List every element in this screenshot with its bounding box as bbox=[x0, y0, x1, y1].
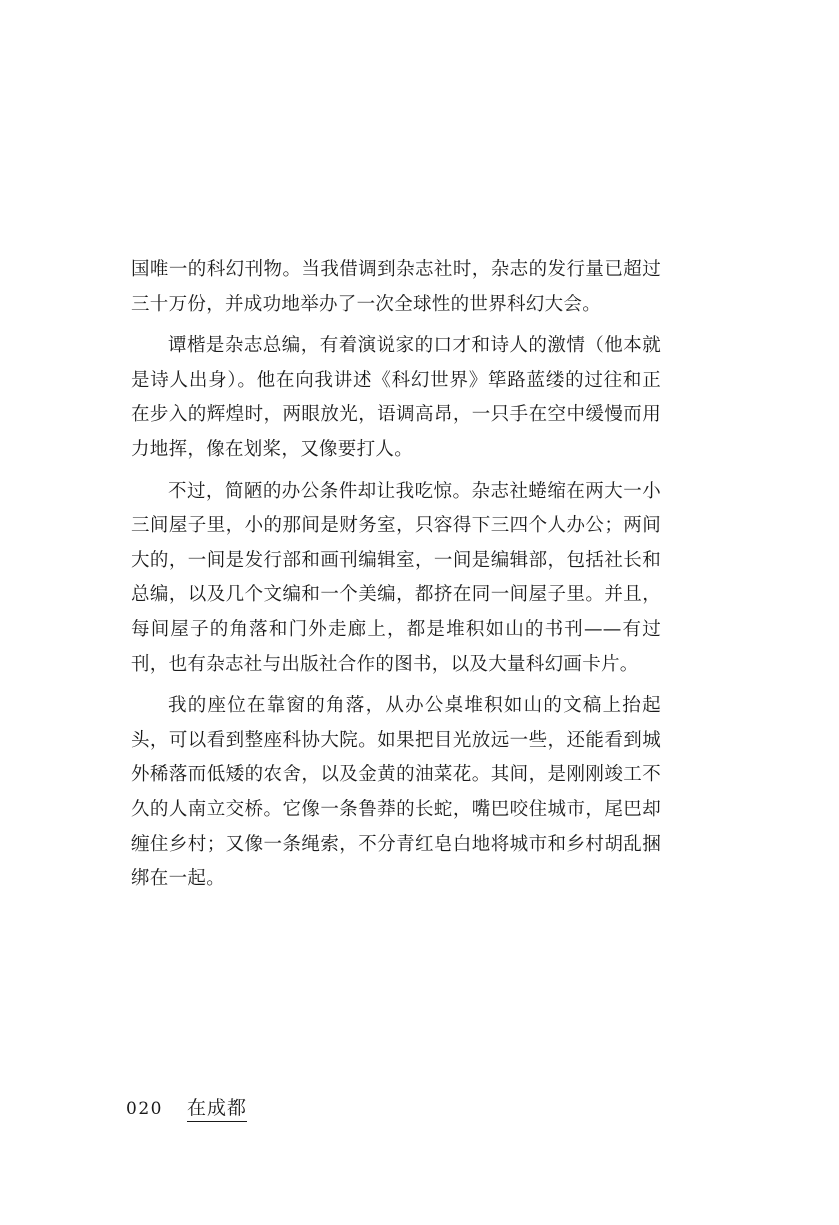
paragraph-continued: 国唯一的科幻刊物。当我借调到杂志社时，杂志的发行量已超过三十万份，并成功地举办了一次全球性的世界科幻大会。 bbox=[131, 259, 661, 315]
paragraph-tan-kai: 谭楷是杂志总编，有着演说家的口才和诗人的激情（他本就是诗人出身）。他在向我讲述《科幻世界》筚路蓝缕的过往和正在步入的辉煌时，两眼放光，语调高昂，一只手在空中缓慢而用力地挥，像在划桨，又像要打人。 bbox=[131, 335, 661, 460]
body-text bbox=[131, 253, 661, 904]
running-title: 在成都 bbox=[187, 1093, 247, 1122]
page-footer bbox=[126, 1093, 247, 1122]
paragraph-office-conditions: 不过，简陋的办公条件却让我吃惊。杂志社蜷缩在两大一小三间屋子里，小的那间是财务室，只容得下三四个人办公；两间大的，一间是发行部和画刊编辑室，一间是编辑部，包括社长和总编，以及几个文编和一个美编，都挤在同一间屋子里。并且，每间屋子的角落和门外走廊上，都是堆积如山的书刊——有过刊，也有杂志社与出版社合作的图书，以及大量科幻画卡片。 bbox=[131, 480, 661, 675]
paragraph-window-view: 我的座位在靠窗的角落，从办公桌堆积如山的文稿上抬起头，可以看到整座科协大院。如果把目光放远一些，还能看到城外稀落而低矮的农舍，以及金黄的油菜花。其间，是刚刚竣工不久的人南立交桥。它像一条鲁莽的长蛇，嘴巴咬住城市，尾巴却缠住乡村；又像一条绳索，不分青红皂白地将城市和乡村胡乱捆绑在一起。 bbox=[131, 695, 661, 890]
page-number: 020 bbox=[126, 1099, 163, 1119]
